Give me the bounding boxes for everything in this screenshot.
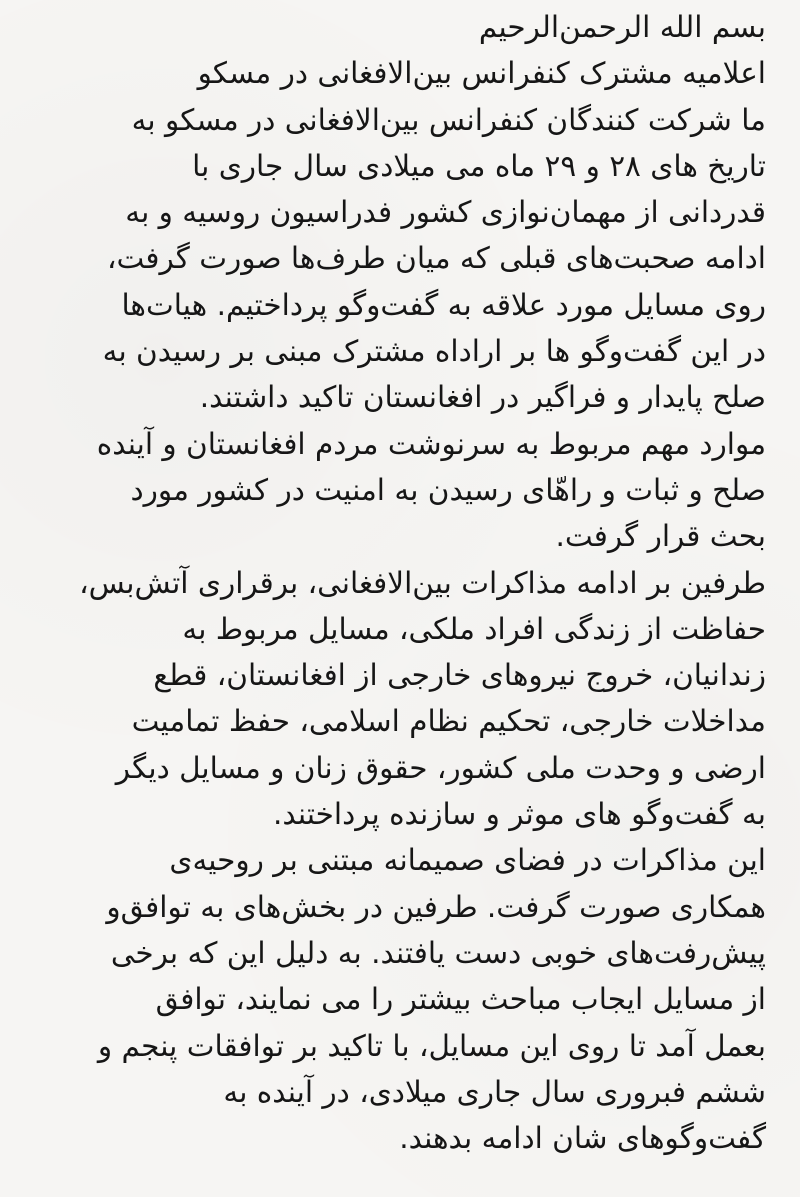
- text-line: حفاظت از زندگی افراد ملکی، مسایل مربوط به: [182, 611, 766, 646]
- text-line: همکاری صورت گرفت. طرفین در بخش‌های به توافق‌و: [106, 889, 766, 924]
- text-line: گفت‌وگوهای شان ادامه بدهند.: [399, 1121, 766, 1156]
- document-title: اعلامیه مشترک کنفرانس بین‌الافغانی در مسکو: [197, 56, 766, 91]
- text-line: از مسایل ایجاب مباحث بیشتر را می نمایند، توافق: [155, 982, 766, 1017]
- text-line: این مذاکرات در فضای صمیمانه مبتنی بر روحیه‌ی: [169, 843, 766, 878]
- document-header-line: بسم الله الرحمن‌الرحیم: [478, 10, 766, 44]
- text-line: صلح و ثبات و راهّای رسیدن به امنیت در کشور مورد: [130, 472, 766, 507]
- text-line: ادامه صحبت‌های قبلی که میان طرف‌ها صورت گرفت،: [106, 241, 766, 276]
- text-line: در این گفت‌وگو ها بر اراداه مشترک مبنی بر رسیدن به: [102, 334, 766, 369]
- text-line: ششم فبروری سال جاری میلادی، در آینده به: [223, 1074, 766, 1109]
- text-line: طرفین بر ادامه مذاکرات بین‌الافغانی، برقراری آتش‌بس،: [79, 565, 766, 600]
- text-line: صلح پایدار و فراگیر در افغانستان تاکید داشتند.: [199, 380, 766, 415]
- text-line: بحث قرار گرفت.: [555, 519, 766, 554]
- text-line: ارضی و وحدت ملی کشور، حقوق زنان و مسایل دیگر: [115, 750, 766, 785]
- text-line: بعمل آمد تا روی این مسایل، با تاکید بر توافقات پنجم و: [97, 1028, 766, 1063]
- document-body: [40, 4, 766, 1161]
- text-line: مداخلات خارجی، تحکیم نظام اسلامی، حفظ تمامیت: [131, 704, 766, 739]
- text-line: پیش‌رفت‌های خوبی دست یافتند. به دلیل این که برخی: [110, 935, 766, 970]
- text-line: موارد مهم مربوط به سرنوشت مردم افغانستان و آینده: [96, 426, 766, 461]
- text-line: به گفت‌وگو های موثر و سازنده پرداختند.: [273, 797, 766, 832]
- text-line: زندانیان، خروج نیروهای خارجی از افغانستان، قطع: [153, 658, 766, 693]
- text-line: ما شرکت کنندگان کنفرانس بین‌الافغانی در مسکو به: [131, 102, 766, 137]
- text-line: قدردانی از مهمان‌نوازی کشور فدراسیون روسیه و به: [125, 195, 766, 230]
- text-line: روی مسایل مورد علاقه به گفت‌وگو پرداختیم. هیات‌ها: [121, 287, 766, 322]
- text-line: تاریخ های ۲۸ و ۲۹ ماه می میلادی سال جاری با: [192, 148, 766, 183]
